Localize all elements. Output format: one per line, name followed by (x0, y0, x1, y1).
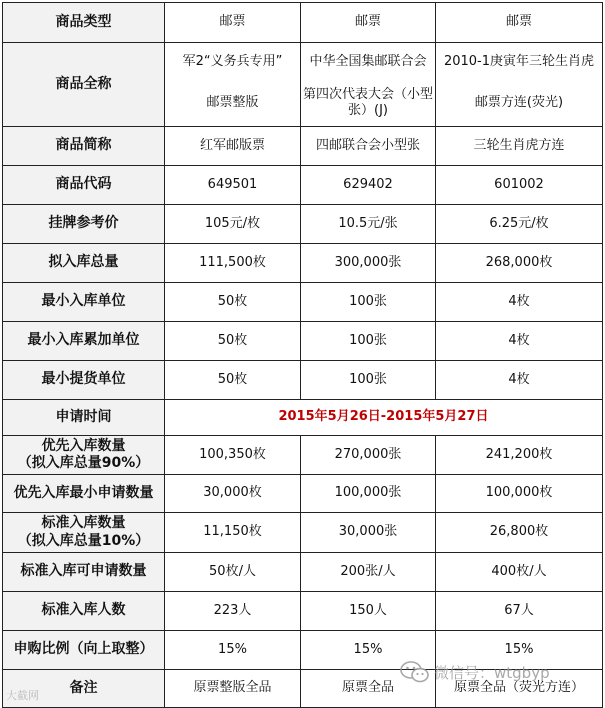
row-label (3, 513, 165, 553)
cell-value: 100张 (301, 361, 436, 400)
cell-value: 100张 (301, 283, 436, 322)
cell-value: 30,000枚 (165, 475, 301, 513)
cell-value: 100,000枚 (436, 475, 603, 513)
row-label: 备注 (3, 670, 165, 708)
table-row (3, 244, 603, 283)
cell-value: 原票整版全品 (165, 670, 301, 708)
cell-value: 15% (436, 631, 603, 670)
cell-value: 15% (301, 631, 436, 670)
row-label: 标准入库人数 (3, 592, 165, 631)
row-label: 最小提货单位 (3, 361, 165, 400)
table-row (3, 513, 603, 553)
cell-value: 150人 (301, 592, 436, 631)
source-watermark: 大截网 (6, 689, 39, 702)
cell-value: 邮票 (165, 3, 301, 43)
cell-value: 629402 (301, 166, 436, 205)
cell-value: 15% (165, 631, 301, 670)
cell-value: 50枚/人 (165, 553, 301, 592)
cell-value: 100,350枚 (165, 436, 301, 475)
cell-value: 223人 (165, 592, 301, 631)
cell-value: 6.25元/枚 (436, 205, 603, 244)
table-row (3, 475, 603, 513)
cell-value: 10.5元/张 (301, 205, 436, 244)
cell-value: 270,000张 (301, 436, 436, 475)
table-row (3, 436, 603, 475)
row-label-sub: （拟入库总量90%） (17, 455, 150, 471)
row-label-sub: （拟入库总量10%） (17, 532, 150, 549)
row-label-main: 标准入库数量 (41, 515, 126, 531)
table-row (3, 127, 603, 166)
wechat-id-text: 微信号：wtgbyp (434, 663, 550, 682)
cell-value: 200张/人 (301, 553, 436, 592)
cell-value: 4枚 (436, 283, 603, 322)
cell-value: 400枚/人 (436, 553, 603, 592)
table-row-type (3, 3, 603, 43)
wechat-icon (400, 660, 430, 684)
row-label: 最小入库单位 (3, 283, 165, 322)
cell-value: 268,000枚 (436, 244, 603, 283)
row-label (3, 436, 165, 475)
cell-value: 26,800枚 (436, 513, 603, 553)
table-row (3, 205, 603, 244)
table-row (3, 166, 603, 205)
wechat-watermark (400, 660, 550, 684)
row-label: 商品代码 (3, 166, 165, 205)
stamp-product-table (2, 2, 603, 708)
row-label: 商品类型 (3, 3, 165, 43)
row-label: 商品简称 (3, 127, 165, 166)
row-label: 拟入库总量 (3, 244, 165, 283)
cell-value: 4枚 (436, 322, 603, 361)
table-row (3, 592, 603, 631)
table-row (3, 553, 603, 592)
cell-value: 300,000张 (301, 244, 436, 283)
cell-value: 军2“义务兵专用” (165, 43, 301, 81)
cell-value: 邮票 (301, 3, 436, 43)
cell-value: 50枚 (165, 322, 301, 361)
cell-value: 第四次代表大会（小型张）(J) (301, 81, 436, 127)
cell-value: 601002 (436, 166, 603, 205)
row-label: 优先入库最小申请数量 (3, 475, 165, 513)
cell-value: 105元/枚 (165, 205, 301, 244)
cell-value: 红军邮版票 (165, 127, 301, 166)
cell-value: 100张 (301, 322, 436, 361)
cell-value: 649501 (165, 166, 301, 205)
row-label: 商品全称 (3, 43, 165, 127)
cell-value: 四邮联合会小型张 (301, 127, 436, 166)
cell-value: 111,500枚 (165, 244, 301, 283)
cell-value: 邮票整版 (165, 81, 301, 127)
row-label: 最小入库累加单位 (3, 322, 165, 361)
cell-value: 100,000张 (301, 475, 436, 513)
table-row-apply-time (3, 400, 603, 436)
cell-value: 邮票方连(荧光) (436, 81, 603, 127)
cell-value: 三轮生肖虎方连 (436, 127, 603, 166)
row-label: 挂牌参考价 (3, 205, 165, 244)
cell-value: 中华全国集邮联合会 (301, 43, 436, 81)
cell-value: 50枚 (165, 361, 301, 400)
apply-date-range: 2015年5月26日-2015年5月27日 (165, 400, 603, 436)
cell-value: 50枚 (165, 283, 301, 322)
cell-value: 邮票 (436, 3, 603, 43)
cell-value: 11,150枚 (165, 513, 301, 553)
row-label: 申请时间 (3, 400, 165, 436)
cell-value: 原票全品（荧光方连） (436, 670, 603, 708)
cell-value: 67人 (436, 592, 603, 631)
table-row (3, 322, 603, 361)
table-row (3, 361, 603, 400)
cell-value: 原票全品 (301, 670, 436, 708)
cell-value: 4枚 (436, 361, 603, 400)
cell-value: 2010-1庚寅年三轮生肖虎 (436, 43, 603, 81)
row-label: 标准入库可申请数量 (3, 553, 165, 592)
cell-value: 241,200枚 (436, 436, 603, 475)
table-row-full-name-top (3, 43, 603, 81)
cell-value: 30,000张 (301, 513, 436, 553)
table-row (3, 283, 603, 322)
row-label-main: 优先入库数量 (41, 437, 126, 454)
row-label: 申购比例（向上取整） (3, 631, 165, 670)
